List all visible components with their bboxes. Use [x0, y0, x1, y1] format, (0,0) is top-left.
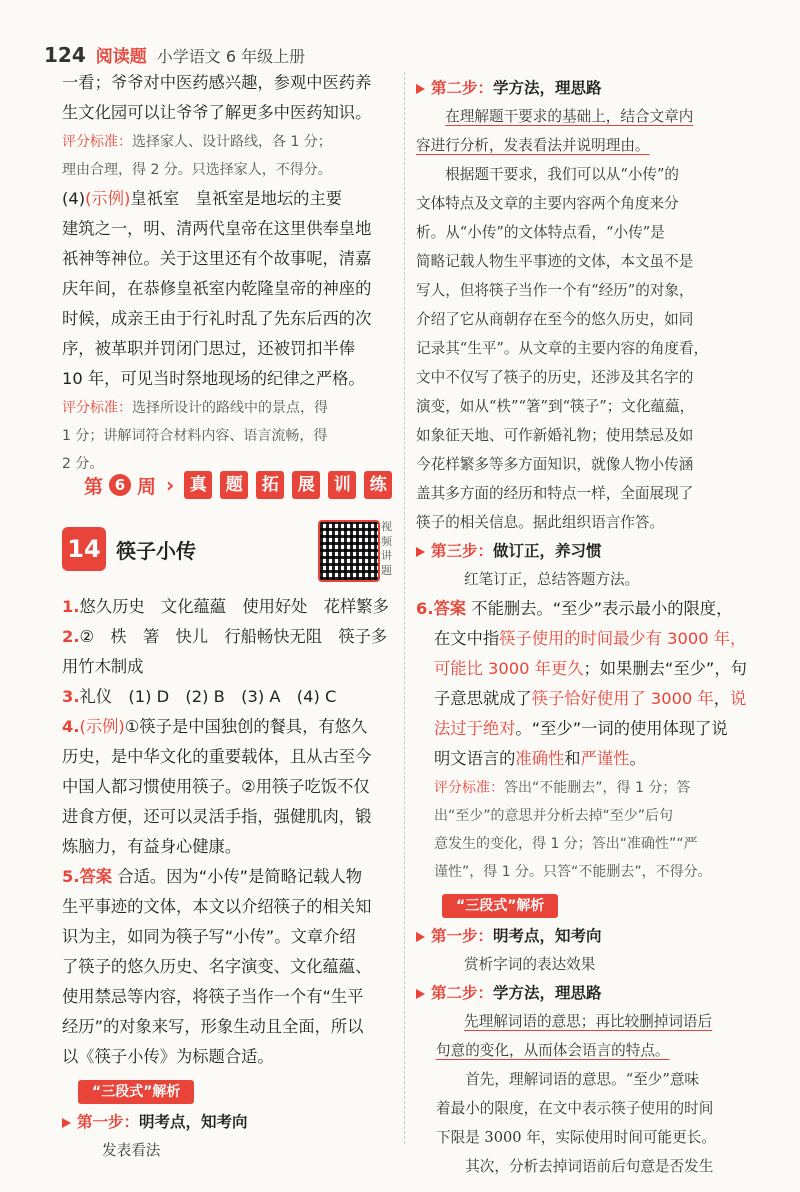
text-line: 一看；爷爷对中医药感兴趣，参观中医药养 [62, 73, 372, 92]
score-label: 评分标准： [62, 400, 132, 416]
scoring-criteria-cont: 2 分。 [62, 456, 104, 472]
text-line: 序，被革职并罚闭门思过，还被罚扣半俸 [62, 339, 356, 358]
analysis-pill-wrap [442, 894, 760, 918]
answer-4 [62, 712, 394, 742]
text-run: ， [713, 689, 731, 708]
step-body: 发表看法 [102, 1142, 161, 1159]
week-suffix: 周 [137, 475, 157, 498]
highlight-text: 法过于绝对 [434, 719, 516, 738]
text-line: 时候，成亲王由于行礼时乱了先东后西的次 [62, 309, 372, 328]
step-title: 明考点，知考向 [139, 1113, 248, 1131]
text-run: 在文中指 [434, 629, 500, 648]
step-title: 明考点，知考向 [493, 927, 602, 945]
week-number: 6 [109, 474, 131, 496]
triangle-bullet-icon [62, 1118, 71, 1128]
answer-5 [62, 862, 394, 892]
underlined-method [416, 1036, 760, 1065]
example-tag: (示例) [85, 189, 131, 208]
lesson-header [62, 527, 196, 571]
analysis-pill: “三段式”解析 [442, 894, 558, 918]
analysis-pill-wrap [78, 1080, 394, 1104]
answer-text: 皇祇室 皇祇室是地坛的主要 [130, 189, 343, 208]
step-2 [416, 979, 760, 1007]
text-line: 10 年，可见当时祭地现场的纪律之严格。 [62, 369, 365, 388]
text-run: 和 [564, 749, 581, 768]
week-title-char: 拓 [256, 471, 284, 499]
scoring-criteria [62, 394, 394, 422]
step-1 [416, 922, 760, 950]
text-line: 使用禁忌等内容，将筷子当作一个有“生平 [62, 987, 364, 1006]
answer-text: 不能删去。“至少”表示最小的限度， [471, 599, 733, 618]
text-line: 今花样繁多等多方面知识，就像人物小传涵 [416, 456, 694, 473]
text-line: 着最小的限度，在文中表示筷子使用的时间 [436, 1100, 714, 1117]
text-line: 下限是 3000 年，实际使用时间可能更长。 [436, 1129, 716, 1146]
method-text: 句意的变化，从而体会语言的特点。 [436, 1042, 670, 1059]
text-line: 了筷子的悠久历史、名字演变、文化蕴藴、 [62, 957, 372, 976]
text-line [416, 654, 760, 684]
step-number: 第二步： [431, 984, 494, 1002]
scoring-criteria-cont: 出“至少”的意思并分析去掉“至少”后句 [434, 808, 674, 824]
answer-number: 3. [62, 687, 80, 706]
highlight-text: 可能比 3000 年更久 [434, 659, 584, 678]
highlight-text: 说 [730, 689, 747, 708]
text-line: 盖其多方面的经历和特点一样，全面展现了 [416, 485, 694, 502]
text-line [416, 624, 760, 654]
text-run: 子意思就成了 [434, 689, 532, 708]
text-line [416, 714, 760, 744]
answer-text: ①筷子是中国独创的餐具，有悠久 [124, 717, 368, 736]
week-title-char: 题 [220, 471, 248, 499]
text-line: 记录其“生平”。从文章的主要内容的角度看， [416, 340, 709, 357]
answer-label: 答案 [79, 867, 113, 886]
text-line: 首先，理解词语的意思。“至少”意味 [465, 1071, 700, 1088]
text-run: ；如果删去“至少”，句 [583, 659, 747, 678]
text-line: 进食方便，还可以灵活手指，强健肌肉，锻 [62, 807, 372, 826]
step-title: 做订正，养习惯 [493, 542, 602, 560]
triangle-bullet-icon [416, 932, 425, 942]
book-title: 小学语文 6 年级上册 [156, 47, 306, 66]
method-text: 在理解题干要求的基础上，结合文章内 [445, 108, 694, 125]
answer-3 [62, 682, 394, 712]
text-line [416, 744, 760, 774]
text-line: 建筑之一，明、清两代皇帝在这里供奉皇地 [62, 219, 372, 238]
qr-label: 视频讲题 [381, 520, 392, 577]
text-line: 识为主，如同为筷子写“小传”。文章介绍 [62, 927, 356, 946]
step-3 [416, 537, 760, 565]
step-1 [62, 1108, 394, 1136]
highlight-text: 筷子恰好使用了 3000 年 [531, 689, 714, 708]
score-text: 选择所设计的路线中的景点，得 [132, 400, 328, 416]
answer-label: 答案 [433, 599, 467, 618]
step-number: 第一步： [431, 927, 494, 945]
answer-number: 4. [62, 717, 80, 736]
highlight-text: 严谨性 [580, 749, 630, 768]
method-text: 容进行分析，发表看法并说明理由。 [416, 137, 650, 154]
highlight-text: 准确性 [515, 749, 565, 768]
text-run: 。 [629, 749, 646, 768]
answer-2 [62, 622, 394, 652]
triangle-bullet-icon [416, 84, 425, 94]
text-line: 炼脑力，有益身心健康。 [62, 837, 242, 856]
text-line: 庆年间，在恭修皇祇室内乾隆皇帝的神座的 [62, 279, 372, 298]
step-number: 第一步： [77, 1113, 140, 1131]
answer-text: ② 柣 箸 快儿 行船畅快无阻 筷子多 [79, 627, 388, 646]
text-run: 。“至少”一词的使用体现了说 [515, 719, 728, 738]
answer-number: 6. [416, 599, 434, 618]
text-line: 中国人都习惯使用筷子。②用筷子吃饭不仅 [62, 777, 370, 796]
week-title-char: 训 [328, 471, 356, 499]
method-text: 先理解词语的意思；再比较删掉词语后 [464, 1013, 713, 1030]
answer-number: (4) [62, 189, 86, 208]
score-text: 选择家人、设计路线，各 1 分； [132, 134, 332, 150]
underlined-method [416, 131, 760, 160]
text-line: 祇神等神位。关于这里还有个故事呢，清嘉 [62, 249, 372, 268]
score-text: 答出“不能删去”，得 1 分；答 [504, 780, 691, 796]
week-title-char: 练 [364, 471, 392, 499]
step-title: 学方法，理思路 [493, 984, 602, 1002]
right-column [416, 74, 760, 1181]
scoring-criteria [62, 128, 394, 156]
week-banner [84, 470, 394, 500]
triangle-bullet-icon [416, 547, 425, 557]
text-line: 生平事迹的文体，本文以介绍筷子的相关知 [62, 897, 372, 916]
text-line [416, 684, 760, 714]
step-number: 第二步： [431, 79, 494, 97]
qr-code[interactable] [318, 520, 380, 582]
text-line: 历史，是中华文化的重要载体，且从古至今 [62, 747, 372, 766]
answer-number: 5. [62, 867, 80, 886]
section-tag: 阅读题 [95, 47, 147, 67]
text-line: 其次，分析去掉词语前后句意是否发生 [465, 1158, 714, 1175]
score-label: 评分标准： [434, 780, 504, 796]
answer-number: 2. [62, 627, 80, 646]
text-line: 文中不仅写了筷子的历史，还涉及其名字的 [416, 369, 694, 386]
text-line: 根据题干要求，我们可以从“小传”的 [445, 166, 680, 183]
step-number: 第三步： [431, 542, 494, 560]
step-2 [416, 74, 760, 102]
text-line: 介绍了它从商朝存在至今的悠久历史，如同 [416, 311, 694, 328]
text-line: 如象征天地、可作新婚礼物；使用禁忌及如 [416, 427, 694, 444]
lesson-number: 14 [62, 527, 106, 571]
scoring-criteria [416, 774, 760, 802]
column-divider [404, 72, 405, 1144]
scoring-criteria-cont: 1 分；讲解词符合材料内容、语言流畅，得 [62, 428, 328, 444]
score-label: 评分标准： [62, 134, 132, 150]
step-body: 红笔订正，总结答题方法。 [464, 571, 640, 588]
answer-1 [62, 592, 394, 622]
scoring-criteria-cont: 谨性”，得 1 分。只答“不能删去”，不得分。 [434, 864, 712, 880]
answer-6 [416, 594, 760, 624]
page-number: 124 [44, 43, 86, 67]
text-line: 文体特点及文章的主要内容两个角度来分 [416, 195, 679, 212]
answer-text: 合适。因为“小传”是简略记载人物 [117, 867, 363, 886]
step-body: 赏析字词的表达效果 [464, 956, 596, 973]
answer-number: 1. [62, 597, 80, 616]
lesson-title: 筷子小传 [116, 538, 196, 563]
page-header [44, 42, 305, 68]
answer-4 [62, 184, 394, 214]
text-line: 写人，但将筷子当作一个有“经历”的对象， [416, 282, 694, 299]
text-line: 用竹木制成 [62, 657, 144, 676]
scoring-criteria-cont: 意发生的变化，得 1 分；答出“准确性”“严 [434, 836, 698, 852]
left-column-answers [62, 592, 394, 1165]
week-title-char: 真 [184, 471, 212, 499]
example-tag: (示例) [79, 717, 125, 736]
analysis-pill: “三段式”解析 [78, 1080, 194, 1104]
text-line: 演变，如从“柣”“箸”到“筷子”；文化蕴藴， [416, 398, 695, 415]
underlined-method [416, 1007, 760, 1036]
text-line: 筷子的相关信息。据此组织语言作答。 [416, 514, 665, 531]
triangle-bullet-icon [416, 989, 425, 999]
chevron-right-icon: › [166, 473, 175, 497]
text-line: 生文化园可以让爷爷了解更多中医药知识。 [62, 103, 372, 122]
step-title: 学方法，理思路 [493, 79, 602, 97]
text-run: 明文语言的 [434, 749, 516, 768]
text-line: 析。从“小传”的文体特点看，“小传”是 [416, 224, 665, 241]
text-line: 以《筷子小传》为标题合适。 [62, 1047, 274, 1066]
answer-text: 悠久历史 文化蕴藴 使用好处 花样繁多 [79, 597, 389, 616]
week-title-char: 展 [292, 471, 320, 499]
highlight-text: 筷子使用的时间最少有 3000 年， [499, 629, 747, 648]
left-column-top [62, 68, 394, 478]
underlined-method [416, 102, 760, 131]
week-prefix: 第 [84, 475, 104, 498]
text-line: 经历”的对象来写，形象生动且全面，所以 [62, 1017, 364, 1036]
text-line: 简略记载人物生平事迹的文体，本文虽不是 [416, 253, 694, 270]
scoring-criteria-cont: 理由合理，得 2 分。只选择家人，不得分。 [62, 162, 332, 178]
answer-text: 礼仪 (1) D (2) B (3) A (4) C [79, 687, 337, 706]
